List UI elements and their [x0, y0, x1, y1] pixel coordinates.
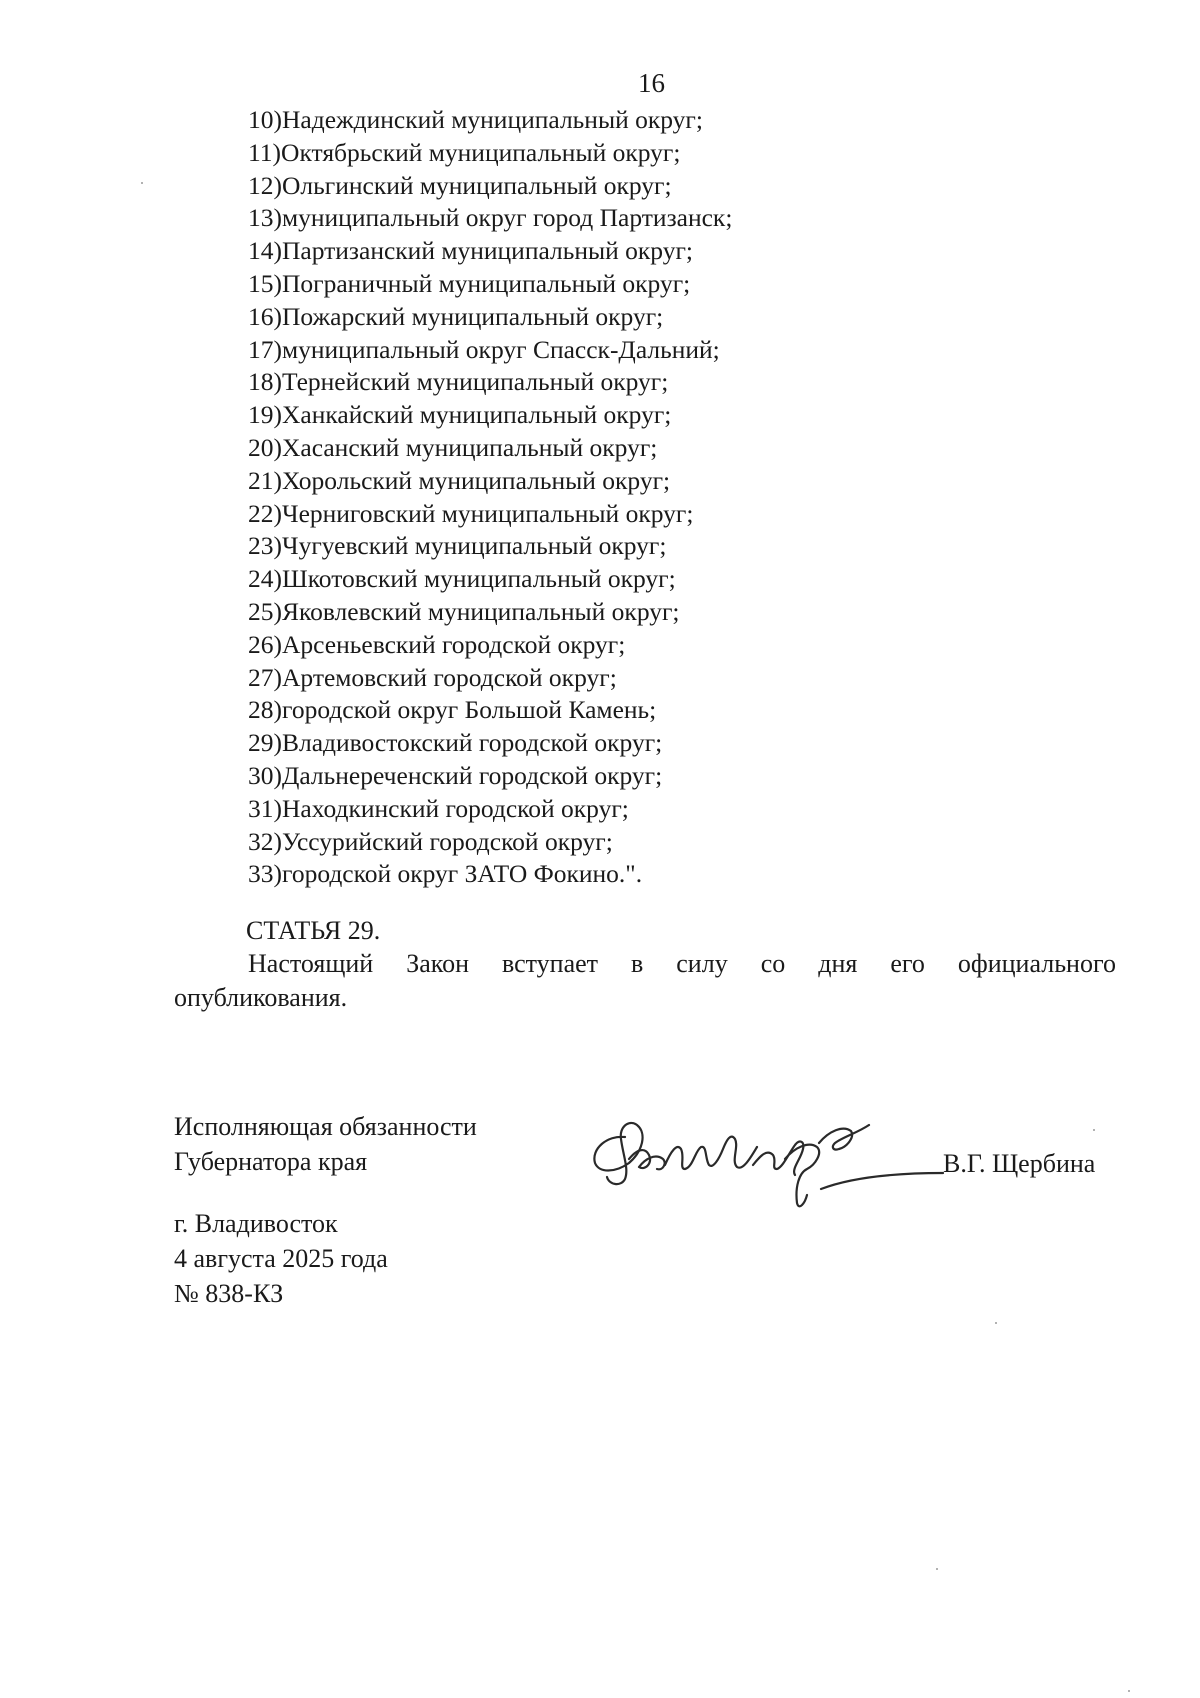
list-item: 11)Октябрьский муниципальный округ;	[248, 137, 681, 167]
list-item: 23)Чугуевский муниципальный округ;	[248, 531, 667, 561]
list-item: 29)Владивостокский городской округ;	[248, 728, 663, 758]
list-item: 31)Находкинский городской округ;	[248, 793, 629, 823]
signer-name: В.Г. Щербина	[943, 1149, 1096, 1178]
list-item: 20)Хасанский муниципальный округ;	[248, 432, 658, 462]
scan-speck	[141, 182, 143, 184]
article-word: со	[760, 949, 786, 978]
list-item: 17)муниципальный округ Спасск-Дальний;	[248, 334, 720, 364]
article-word: дня	[818, 949, 858, 978]
article-body-line-1	[174, 947, 1116, 981]
list-item: 19)Ханкайский муниципальный округ;	[248, 400, 672, 430]
list-item: 12)Ольгинский муниципальный округ;	[248, 170, 672, 200]
article-word: в	[631, 949, 644, 978]
list-item: 22)Черниговский муниципальный округ;	[248, 498, 694, 528]
law-number: № 838-КЗ	[174, 1279, 284, 1308]
article-word: официального	[957, 949, 1116, 978]
article-word: Настоящий	[248, 949, 374, 978]
list-item: 16)Пожарский муниципальный округ;	[248, 301, 664, 331]
list-item: 10)Надеждинский муниципальный округ;	[248, 105, 703, 134]
signatory-position	[174, 1109, 477, 1179]
signing-date: 4 августа 2025 года	[174, 1244, 388, 1273]
list-item: 26)Арсеньевский городской округ;	[248, 629, 626, 659]
list-item: 28)городской округ Большой Камень;	[248, 695, 657, 725]
district-list	[248, 104, 732, 891]
signing-city: г. Владивосток	[174, 1209, 338, 1238]
list-item: 21)Хорольский муниципальный округ;	[248, 465, 671, 495]
article-word: его	[890, 949, 925, 978]
page-number: 16	[638, 68, 665, 98]
list-item: 13)муниципальный округ город Партизанск;	[248, 203, 733, 233]
list-item: 32)Уссурийский городской округ;	[248, 826, 613, 856]
article-word: силу	[676, 949, 728, 978]
list-item: 25)Яковлевский муниципальный округ;	[248, 596, 680, 626]
list-item: 30)Дальнереченский городской округ;	[248, 760, 663, 790]
article-word: вступает	[501, 949, 599, 978]
list-item: 14)Партизанский муниципальный округ;	[248, 236, 694, 266]
list-item: 24)Шкотовский муниципальный округ;	[248, 564, 676, 594]
article-body-line-2: опубликования.	[174, 983, 348, 1012]
article-word: Закон	[406, 949, 469, 978]
document-footer	[174, 1206, 388, 1311]
list-item: 27)Артемовский городской округ;	[248, 662, 617, 692]
list-item: 15)Пограничный муниципальный округ;	[248, 268, 691, 298]
list-item: 33)городской округ ЗАТО Фокино.".	[248, 859, 643, 889]
article-title: СТАТЬЯ 29.	[246, 916, 381, 945]
signatory-position-line: Губернатора края	[174, 1147, 368, 1176]
scan-speck	[1128, 1690, 1130, 1692]
article-body	[174, 947, 1116, 1015]
signatory-position-line: Исполняющая обязанности	[174, 1112, 477, 1141]
scan-speck	[995, 1322, 997, 1324]
handwritten-signature	[585, 1103, 945, 1213]
list-item: 18)Тернейский муниципальный округ;	[248, 367, 669, 397]
scan-speck	[1093, 1129, 1095, 1131]
scan-speck	[936, 1568, 938, 1570]
